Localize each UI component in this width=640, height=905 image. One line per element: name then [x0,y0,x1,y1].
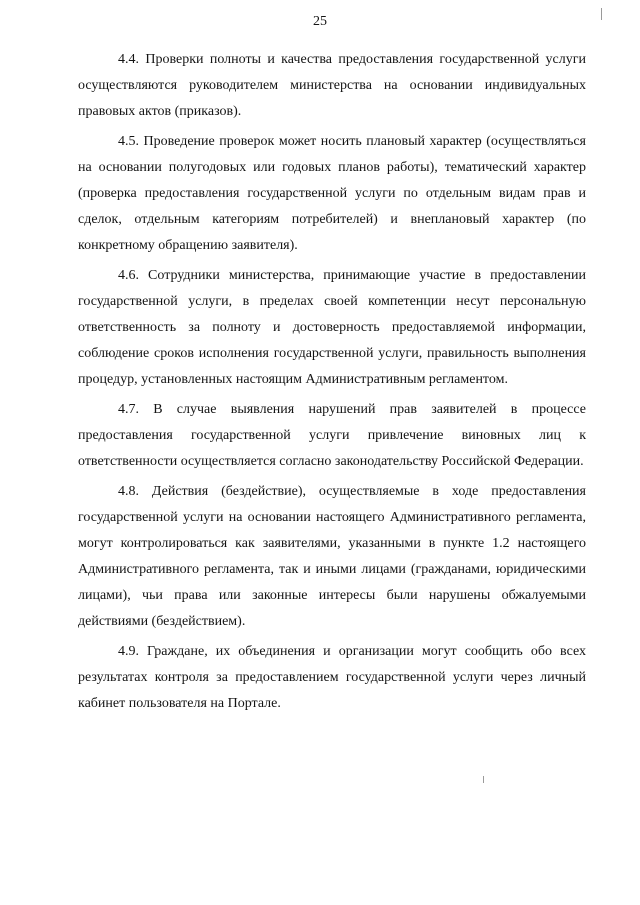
paragraph-4-4: 4.4. Проверки полноты и качества предоставления государственной услуги осуществляются руководителем министерства на основании индивидуальных правовых актов (приказов). [78,52,586,119]
paragraph-4-6: 4.6. Сотрудники министерства, принимающие участие в предоставлении государственной услуги, в пределах своей компетенции несут персональную ответственность за полноту и достоверность предоставляемой информации, соблюдение сроков исполнения государственной услуги, правильность выполнения процедур, установленных настоящим Административным регламентом. [78,268,586,387]
paragraph-4-8: 4.8. Действия (бездействие), осуществляемые в ходе предоставления государственной услуги на основании настоящего Административного регламента, могут контролироваться как заявителями, указанными в пункте 1.2 настоящего Административного регламента, так и иными лицами (гражданами, юридическими лицами), чьи права или законные интересы были нарушены обжалуемыми действиями (бездействием). [78,484,586,629]
document-body [78,47,586,721]
scan-mark-top-right [601,8,602,20]
paragraph-4-7: 4.7. В случае выявления нарушений прав заявителей в процессе предоставления государственной услуги привлечение виновных лиц к ответственности осуществляется согласно законодательству Российской Федерации. [78,402,586,469]
page-number: 25 [313,14,327,29]
paragraph-4-5: 4.5. Проведение проверок может носить плановый характер (осуществляться на основании полугодовых или годовых планов работы), тематический характер (проверка предоставления государственной услуги по отдельным видам прав и сделок, отдельным категориям потребителей) и внеплановый характер (по конкретному обращению заявителя). [78,134,586,253]
paragraph-4-9: 4.9. Граждане, их объединения и организации могут сообщить обо всех результатах контроля за предоставлением государственной услуги через личный кабинет пользователя на Портале. [78,644,586,711]
scan-mark-bottom-right [483,776,484,783]
